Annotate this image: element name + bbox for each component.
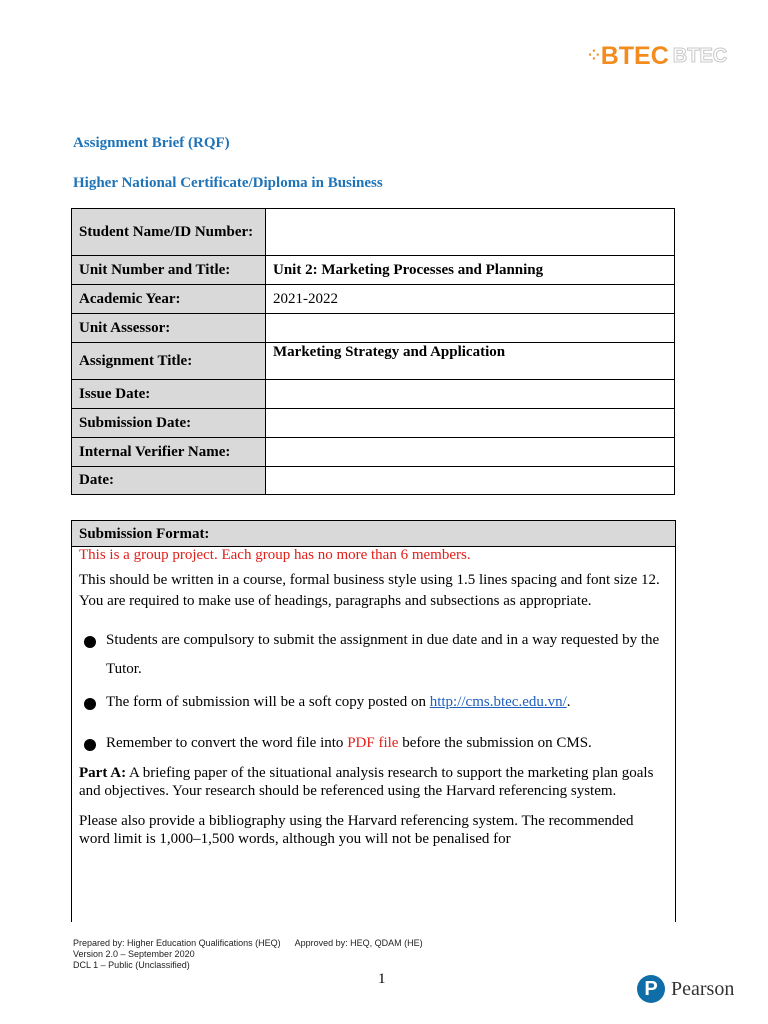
bibliography-paragraph: Please also provide a bibliography using the Harvard referencing system. The recommended word limit is 1,000–1,500 words, although you will not be penalised for xyxy=(79,813,634,847)
submission-date-value xyxy=(266,409,675,438)
unit-title-label: Unit Number and Title: xyxy=(72,256,266,285)
part-a-text: A briefing paper of the situational analysis research to support the marketing plan goals and objectives. Your research should be referenced using the Harvard referencing system. xyxy=(79,765,654,799)
student-name-value xyxy=(266,209,675,256)
part-a-label: Part A: xyxy=(79,765,127,781)
bullet-text-end: . xyxy=(566,694,571,710)
assignment-brief-heading: Assignment Brief (RQF) xyxy=(73,135,230,151)
bullet-icon xyxy=(84,636,96,648)
academic-year-value: 2021-2022 xyxy=(266,285,675,314)
page-footer xyxy=(73,938,423,971)
table-row xyxy=(72,380,675,409)
date-label: Date: xyxy=(72,467,266,495)
unit-assessor-value xyxy=(266,314,675,343)
footer-line-1 xyxy=(73,938,423,949)
pearson-logo xyxy=(637,975,734,1003)
list-item xyxy=(106,729,668,758)
submission-format-header: Submission Format: xyxy=(72,521,675,547)
course-heading: Higher National Certificate/Diploma in Business xyxy=(73,175,383,191)
table-row xyxy=(72,438,675,467)
pearson-p-icon: P xyxy=(637,975,665,1003)
prepared-by: Prepared by: Higher Education Qualifications (HEQ) xyxy=(73,938,281,948)
table-row xyxy=(72,467,675,495)
internal-verifier-value xyxy=(266,438,675,467)
internal-verifier-label: Internal Verifier Name: xyxy=(72,438,266,467)
date-value xyxy=(266,467,675,495)
bullet-text: Students are compulsory to submit the assignment in due date and in a way requested by the Tutor. xyxy=(106,632,660,677)
part-a-paragraph xyxy=(79,764,668,800)
bullet-text: The form of submission will be a soft copy posted on xyxy=(106,694,430,710)
assignment-title-value: Marketing Strategy and Application xyxy=(266,343,675,380)
table-row xyxy=(72,409,675,438)
assignment-info-table xyxy=(71,208,675,495)
submission-format-box xyxy=(71,520,676,922)
btec-logo-ghost-text: BTEC xyxy=(672,45,728,67)
list-item xyxy=(106,688,668,717)
student-name-label: Student Name/ID Number: xyxy=(72,209,266,256)
unit-title-value: Unit 2: Marketing Processes and Planning xyxy=(266,256,675,285)
table-row xyxy=(72,209,675,256)
academic-year-label: Academic Year: xyxy=(72,285,266,314)
bullet-text: Remember to convert the word file into xyxy=(106,735,348,751)
table-row xyxy=(72,314,675,343)
pearson-wordmark: Pearson xyxy=(671,977,735,1000)
pdf-file-highlight: PDF file xyxy=(347,735,399,751)
table-row xyxy=(72,256,675,285)
issue-date-value xyxy=(266,380,675,409)
page-number: 1 xyxy=(378,971,386,987)
btec-logo xyxy=(588,42,727,71)
btec-logo-text: BTEC xyxy=(600,42,669,70)
assignment-title-label: Assignment Title: xyxy=(72,343,266,380)
group-note: This is a group project. Each group has no more than 6 members. xyxy=(79,547,471,563)
submission-bullet-list xyxy=(79,626,668,758)
table-row xyxy=(72,343,675,380)
submission-date-label: Submission Date: xyxy=(72,409,266,438)
table-row xyxy=(72,285,675,314)
issue-date-label: Issue Date: xyxy=(72,380,266,409)
style-note: This should be written in a course, formal business style using 1.5 lines spacing and font size 12. You are required to make use of headings, paragraphs and subsections as appropriate. xyxy=(79,572,660,609)
list-item xyxy=(106,626,668,684)
btec-dots-icon: ⁘ xyxy=(588,47,600,63)
bullet-icon xyxy=(84,739,96,751)
dcl-text: DCL 1 – Public (Unclassified) xyxy=(73,960,190,970)
unit-assessor-label: Unit Assessor: xyxy=(72,314,266,343)
bullet-text-end: before the submission on CMS. xyxy=(398,735,592,751)
cms-link[interactable]: http://cms.btec.edu.vn/ xyxy=(429,694,567,710)
version-text: Version 2.0 – September 2020 xyxy=(73,949,195,959)
approved-by: Approved by: HEQ, QDAM (HE) xyxy=(294,938,423,948)
bullet-icon xyxy=(84,698,96,710)
submission-format-body xyxy=(72,547,675,848)
